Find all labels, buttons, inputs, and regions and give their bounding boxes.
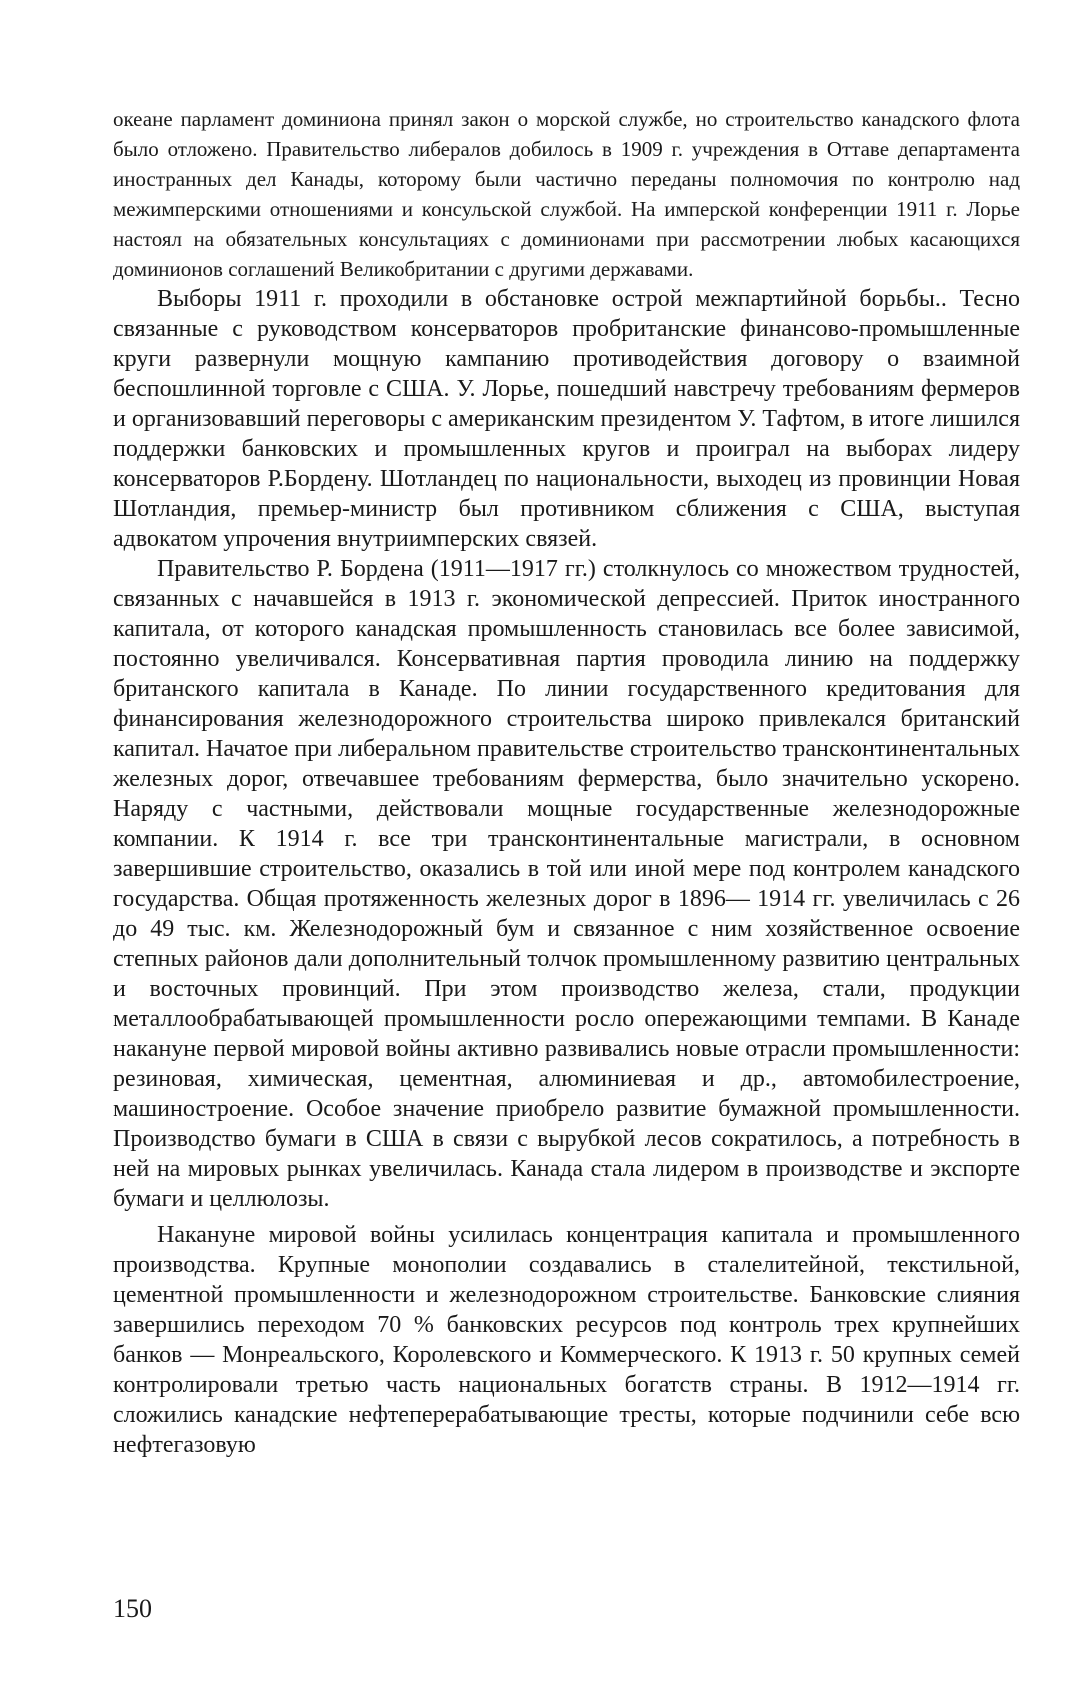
paragraph-2: Выборы 1911 г. проходили в обстановке острой межпартийной борьбы.. Тесно связанные с руководством консерваторов пробританские финансово-промышленные круги развернули мощную кампанию противодействия договору о взаимной беспошлинной торговле с США. У. Лорье, пошедший навстречу требованиям фермеров и организовавший переговоры с американским президентом У. Тафтом, в итоге лишился поддержки банковских и промышленных кругов и проиграл на выборах лидеру консерваторов Р.Бордену. Шотландец по национальности, выходец из провинции Новая Шотландия, премьер-министр был противником сближения с США, выступая адвокатом упрочения внутриимперских связей. [113,286,1020,552]
paragraph-1: океане парламент доминиона принял закон о морской службе, но строительство канадского флота было отложено. Правительство либералов добилось в 1909 г. учреждения в Оттаве департамента иностранных дел Канады, которому были частично переданы полномочия по контролю над межимперскими отношениями и консульской службой. На имперской конференции 1911 г. Лорье настоял на обязательных консультациях с доминионами при рассмотрении любых касающихся доминионов соглашений Великобритании с другими державами. [113,107,1020,281]
page-body [113,104,1020,1460]
paragraph-3: Правительство Р. Бордена (1911—1917 гг.) столкнулось со множеством трудностей, связанных с начавшейся в 1913 г. экономической депрессией. Приток иностранного капитала, от которого канадская промышленность становилась все более зависимой, постоянно увеличивался. Консервативная партия проводила линию на поддержку британского капитала в Канаде. По линии государственного кредитования для финансирования железнодорожного строительства широко привлекался британский капитал. Начатое при либеральном правительстве строительство трансконтинентальных железных дорог, отвечавшее требованиям фермерства, было значительно ускорено. Наряду с частными, действовали мощные государственные железнодорожные компании. К 1914 г. все три трансконтинентальные магистрали, в основном завершившие строительство, оказались в той или иной мере под контролем канадского государства. Общая протяженность железных дорог в 1896— 1914 гг. увеличилась с 26 до 49 тыс. км. Железнодорожный бум и связанное с ним хозяйственное освоение степных районов дали дополнительный толчок промышленному развитию центральных и восточных провинций. При этом производство железа, стали, продукции металлообрабатывающей промышленности росло опережающими темпами. В Канаде накануне первой мировой войны активно развивались новые отрасли промышленности: резиновая, химическая, цементная, алюминиевая и др., автомобилестроение, машиностроение. Особое значение приобрело развитие бумажной промышленности. Производство бумаги в США в связи с вырубкой лесов сократилось, а потребность в ней на мировых рынках увеличилась. Канада стала лидером в производстве и экспорте бумаги и целлюлозы. [113,556,1020,1212]
paragraph-4: Накануне мировой войны усилилась концентрация капитала и промышленного производства. Крупные монополии создавались в сталелитейной, текстильной, цементной промышленности и железнодорожном строительстве. Банковские слияния завершились переходом 70 % банковских ресурсов под контроль трех крупнейших банков — Монреальского, Королевского и Коммерческого. К 1913 г. 50 крупных семей контролировали третью часть национальных богатств страны. В 1912—1914 гг. сложились канадские нефтеперерабатывающие тресты, которые подчинили себе всю нефтегазовую [113,1222,1020,1458]
page-number: 150 [113,1594,152,1623]
